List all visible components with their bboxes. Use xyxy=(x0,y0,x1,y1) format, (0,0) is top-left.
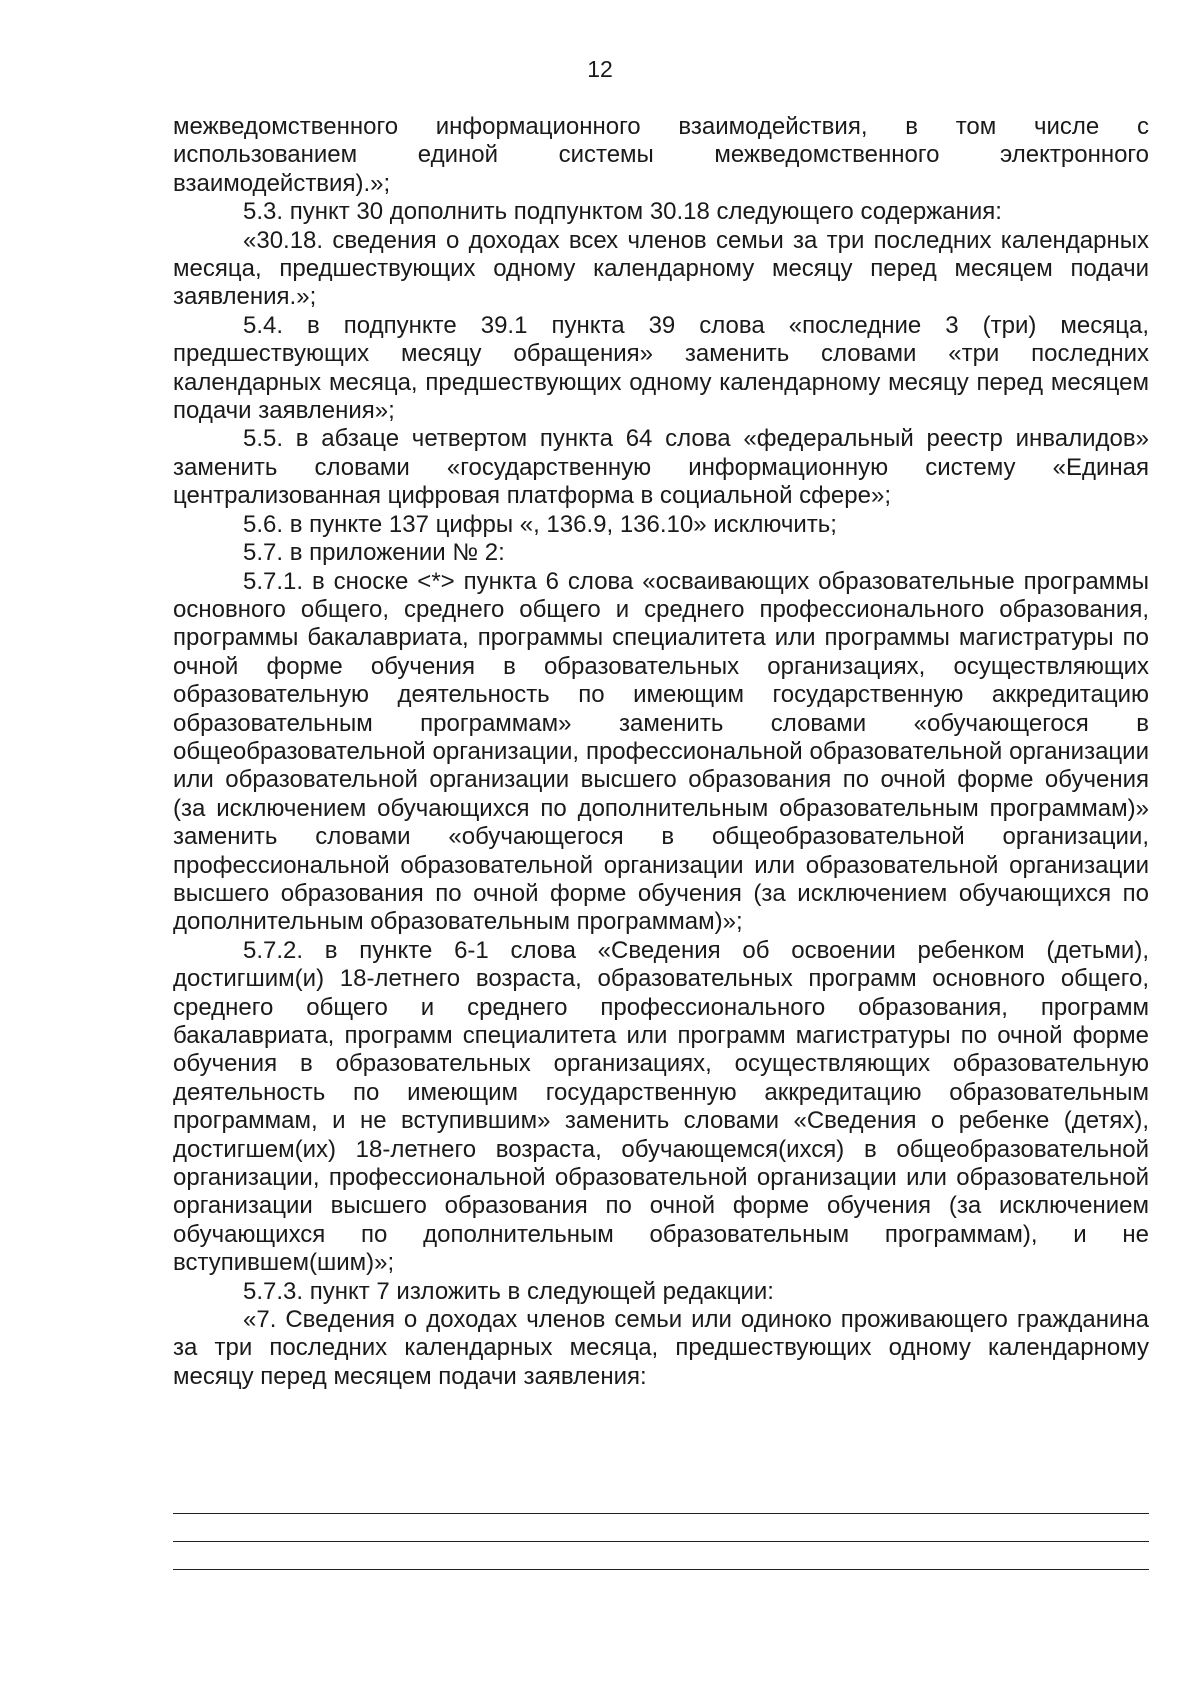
blank-fill-line xyxy=(173,1569,1149,1570)
paragraph-5-3: 5.3. пункт 30 дополнить подпунктом 30.18 следующего содержания: xyxy=(243,198,1002,226)
paragraph-continuation: межведомственного информационного взаимодействия, в том числе с использованием единой системы межведомственного электронного взаимодействия).»; xyxy=(173,113,1149,197)
page-number: 12 xyxy=(587,56,613,82)
paragraph-5-4: 5.4. в подпункте 39.1 пункта 39 слова «последние 3 (три) месяца, предшествующих месяцу обращения» заменить словами «три последних календарных месяца, предшествующих одному календарному месяцу перед месяцем подачи заявления»; xyxy=(173,311,1149,425)
blank-fill-line xyxy=(173,1513,1149,1514)
paragraph-5-7-3: 5.7.3. пункт 7 изложить в следующей редакции: xyxy=(243,1277,774,1305)
paragraph-5-5: 5.5. в абзаце четвертом пункта 64 слова «федеральный реестр инвалидов» заменить словами «государственную информационную систему «Единая централизованная цифровая платформа в социальной сфере»; xyxy=(173,425,1149,510)
paragraph-5-6: 5.6. в пункте 137 цифры «, 136.9, 136.10» исключить; xyxy=(243,510,837,538)
paragraph-5-7-2: 5.7.2. в пункте 6-1 слова «Сведения об освоении ребенком (детьми), достигшим(и) 18-летнего возраста, образовательных программ основного общего, среднего общего и среднего профессионального образования, программ бакалавриата, программ специалитета или программ магистратуры по очной форме обучения в образовательных организациях, осуществляющих образовательную деятельность по имеющим государственную аккредитацию образовательным программам, и не вступившим» заменить словами «Сведения о ребенке (детях), достигшем(их) 18-летнего возраста, обучающемся(ихся) в общеобразовательной организации, профессиональной образовательной организации или образовательной организации высшего образования по очной форме обучения (за исключением обучающихся по дополнительным образовательным программам), и не вступившем(шим)»; xyxy=(173,936,1149,1277)
blank-fill-line xyxy=(173,1541,1149,1542)
paragraph-30-18: «30.18. сведения о доходах всех членов семьи за три последних календарных месяца, предшествующих одному календарному месяцу перед месяцем подачи заявления.»; xyxy=(173,226,1149,311)
document-body xyxy=(173,113,1149,1391)
paragraph-5-7: 5.7. в приложении № 2: xyxy=(243,539,505,567)
paragraph-item-7: «7. Сведения о доходах членов семьи или одиноко проживающего гражданина за три последних календарных месяца, предшествующих одному календарному месяцу перед месяцем подачи заявления: xyxy=(173,1306,1149,1390)
paragraph-5-7-1: 5.7.1. в сноске <*> пункта 6 слова «осваивающих образовательные программы основного общего, среднего общего и среднего профессионального образования, программы бакалавриата, программы специалитета или программы магистратуры по очной форме обучения в образовательных организациях, осуществляющих образовательную деятельность по имеющим государственную аккредитацию образовательным программам» заменить словами «обучающегося в общеобразовательной организации, профессиональной образовательной организации или образовательной организации высшего образования по очной форме обучения (за исключением обучающихся по дополнительным образовательным программам)» заменить словами «обучающегося в общеобразовательной организации, профессиональной образовательной организации или образовательной организации высшего образования по очной форме обучения (за исключением обучающихся по дополнительным образовательным программам)»; xyxy=(173,567,1149,936)
